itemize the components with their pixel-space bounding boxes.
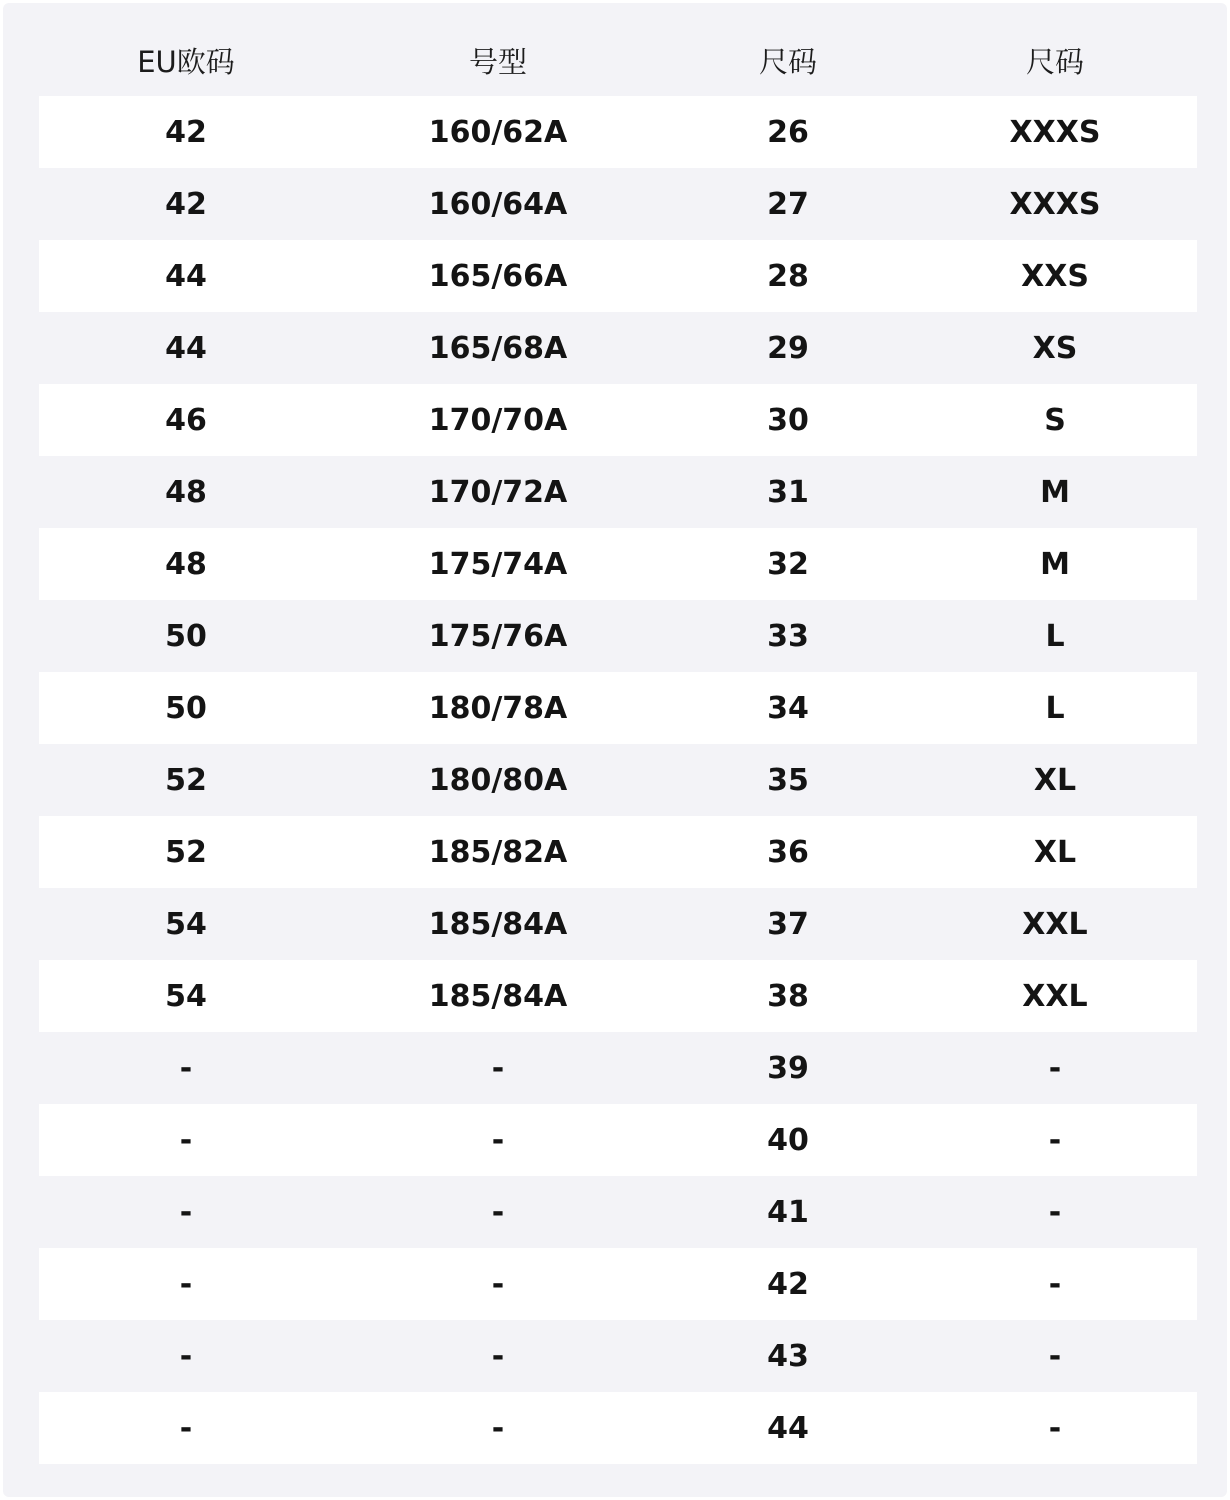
cell-eu-size: 42 bbox=[165, 186, 207, 222]
cell-letter-size: L bbox=[1045, 690, 1065, 726]
cell-eu-size: 50 bbox=[165, 690, 207, 726]
cell-letter-size: XXL bbox=[1022, 906, 1088, 942]
cell-eu-size: - bbox=[179, 1410, 193, 1446]
cell-size-type: 175/74A bbox=[428, 546, 568, 582]
cell-waist-size: 35 bbox=[767, 762, 809, 798]
table-row bbox=[39, 1320, 1197, 1392]
cell-waist-size: 27 bbox=[767, 186, 809, 222]
cell-waist-size: 44 bbox=[767, 1410, 809, 1446]
cell-eu-size: 44 bbox=[165, 258, 207, 294]
cell-eu-size: - bbox=[179, 1194, 193, 1230]
cell-letter-size: M bbox=[1040, 474, 1070, 510]
cell-size-type: - bbox=[491, 1410, 505, 1446]
cell-eu-size: 52 bbox=[165, 834, 207, 870]
cell-eu-size: 54 bbox=[165, 906, 207, 942]
table-row bbox=[39, 960, 1197, 1032]
cell-letter-size: - bbox=[1048, 1194, 1062, 1230]
cell-size-type: 160/62A bbox=[428, 114, 568, 150]
table-header bbox=[39, 25, 1197, 95]
table-row bbox=[39, 672, 1197, 744]
header-eu-size: EU欧码 bbox=[137, 44, 235, 79]
size-chart-card bbox=[3, 3, 1227, 1497]
header-waist-size: 尺码 bbox=[758, 44, 817, 79]
cell-eu-size: 50 bbox=[165, 618, 207, 654]
cell-waist-size: 31 bbox=[767, 474, 809, 510]
cell-size-type: 165/66A bbox=[428, 258, 568, 294]
cell-waist-size: 34 bbox=[767, 690, 809, 726]
cell-waist-size: 41 bbox=[767, 1194, 809, 1230]
cell-size-type: 180/78A bbox=[428, 690, 568, 726]
cell-letter-size: XXL bbox=[1022, 978, 1088, 1014]
cell-letter-size: S bbox=[1044, 402, 1066, 438]
table-row bbox=[39, 816, 1197, 888]
table-row bbox=[39, 240, 1197, 312]
cell-size-type: - bbox=[491, 1194, 505, 1230]
cell-size-type: - bbox=[491, 1122, 505, 1158]
cell-size-type: 180/80A bbox=[428, 762, 568, 798]
cell-eu-size: 44 bbox=[165, 330, 207, 366]
cell-waist-size: 37 bbox=[767, 906, 809, 942]
cell-size-type: 175/76A bbox=[428, 618, 568, 654]
cell-eu-size: - bbox=[179, 1266, 193, 1302]
cell-letter-size: XXS bbox=[1021, 258, 1089, 294]
cell-size-type: 170/72A bbox=[428, 474, 568, 510]
cell-size-type: - bbox=[491, 1266, 505, 1302]
header-size-type: 号型 bbox=[468, 44, 527, 79]
cell-waist-size: 39 bbox=[767, 1050, 809, 1086]
table-row bbox=[39, 384, 1197, 456]
cell-size-type: 185/84A bbox=[428, 906, 568, 942]
cell-eu-size: 48 bbox=[165, 474, 207, 510]
table-row bbox=[39, 312, 1197, 384]
cell-eu-size: 48 bbox=[165, 546, 207, 582]
cell-letter-size: - bbox=[1048, 1266, 1062, 1302]
cell-waist-size: 42 bbox=[767, 1266, 809, 1302]
cell-waist-size: 29 bbox=[767, 330, 809, 366]
cell-letter-size: XL bbox=[1033, 762, 1077, 798]
table-row bbox=[39, 96, 1197, 168]
cell-size-type: - bbox=[491, 1338, 505, 1374]
table-row bbox=[39, 456, 1197, 528]
cell-letter-size: XL bbox=[1033, 834, 1077, 870]
cell-size-type: 160/64A bbox=[428, 186, 568, 222]
cell-waist-size: 30 bbox=[767, 402, 809, 438]
cell-letter-size: XXXS bbox=[1009, 186, 1101, 222]
cell-letter-size: - bbox=[1048, 1122, 1062, 1158]
cell-letter-size: - bbox=[1048, 1050, 1062, 1086]
cell-eu-size: 54 bbox=[165, 978, 207, 1014]
cell-waist-size: 32 bbox=[767, 546, 809, 582]
cell-letter-size: XS bbox=[1032, 330, 1078, 366]
cell-waist-size: 43 bbox=[767, 1338, 809, 1374]
cell-waist-size: 36 bbox=[767, 834, 809, 870]
cell-waist-size: 40 bbox=[767, 1122, 809, 1158]
cell-eu-size: 46 bbox=[165, 402, 207, 438]
cell-eu-size: 42 bbox=[165, 114, 207, 150]
cell-eu-size: 52 bbox=[165, 762, 207, 798]
table-body bbox=[39, 96, 1197, 1464]
table-row bbox=[39, 528, 1197, 600]
cell-letter-size: XXXS bbox=[1009, 114, 1101, 150]
cell-size-type: - bbox=[491, 1050, 505, 1086]
table-row bbox=[39, 1392, 1197, 1464]
cell-eu-size: - bbox=[179, 1338, 193, 1374]
cell-size-type: 170/70A bbox=[428, 402, 568, 438]
cell-waist-size: 38 bbox=[767, 978, 809, 1014]
table-row bbox=[39, 1248, 1197, 1320]
table-row bbox=[39, 888, 1197, 960]
cell-size-type: 185/84A bbox=[428, 978, 568, 1014]
cell-letter-size: - bbox=[1048, 1338, 1062, 1374]
cell-eu-size: - bbox=[179, 1050, 193, 1086]
cell-letter-size: L bbox=[1045, 618, 1065, 654]
cell-size-type: 185/82A bbox=[428, 834, 568, 870]
cell-letter-size: M bbox=[1040, 546, 1070, 582]
table-row bbox=[39, 1176, 1197, 1248]
cell-letter-size: - bbox=[1048, 1410, 1062, 1446]
cell-waist-size: 26 bbox=[767, 114, 809, 150]
cell-size-type: 165/68A bbox=[428, 330, 568, 366]
table-row bbox=[39, 1104, 1197, 1176]
cell-eu-size: - bbox=[179, 1122, 193, 1158]
header-letter-size: 尺码 bbox=[1025, 44, 1084, 79]
table-row bbox=[39, 1032, 1197, 1104]
table-row bbox=[39, 168, 1197, 240]
cell-waist-size: 33 bbox=[767, 618, 809, 654]
cell-waist-size: 28 bbox=[767, 258, 809, 294]
table-row bbox=[39, 744, 1197, 816]
table-row bbox=[39, 600, 1197, 672]
